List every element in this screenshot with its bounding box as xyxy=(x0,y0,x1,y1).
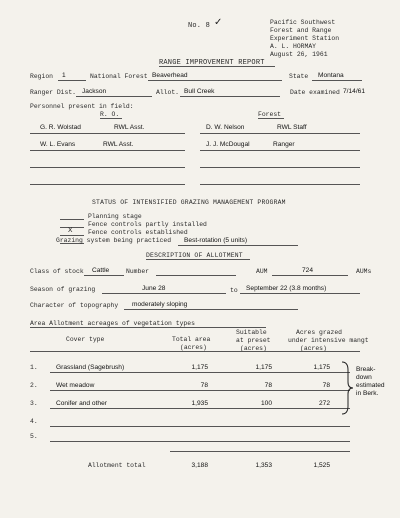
forest-underline xyxy=(148,80,282,81)
col-intensive: Acres grazed xyxy=(296,329,343,336)
ranger-district-label: Ranger Dist. xyxy=(30,89,77,96)
personnel-line-2a xyxy=(30,150,185,151)
personnel-line-4a xyxy=(30,184,185,185)
row-rule xyxy=(50,372,350,373)
personnel-line-2b xyxy=(200,150,360,151)
program-item-3: Fence controls established xyxy=(88,229,188,236)
row-number: 4. xyxy=(30,418,38,425)
program-item-1: Planning stage xyxy=(88,213,142,220)
col-suitable-sub: at preset xyxy=(236,337,271,344)
row-cover-type: Conifer and other xyxy=(56,400,107,407)
ro-person-2-name: W. L. Evans xyxy=(40,141,76,148)
row-number: 2. xyxy=(30,382,38,389)
description-underline xyxy=(146,259,250,260)
forest-header: Forest xyxy=(258,111,282,118)
col-total-area: Total area xyxy=(172,336,211,343)
station-line-4: A. L. HORMAY xyxy=(270,43,317,50)
number-underline xyxy=(156,275,236,276)
report-number: No. 8 xyxy=(188,22,211,30)
topography-underline xyxy=(124,309,298,310)
season-from: June 28 xyxy=(142,285,166,292)
row-intensive: 1,175 xyxy=(313,364,330,371)
row-number: 5. xyxy=(30,433,38,440)
state-value: Montana xyxy=(318,72,344,79)
personnel-line-3a xyxy=(30,167,185,168)
region-underline xyxy=(58,80,86,81)
season-to-underline xyxy=(240,293,360,294)
aums-label: AUMs xyxy=(356,268,372,275)
row-intensive: 272 xyxy=(318,400,330,407)
personnel-label: Personnel present in field: xyxy=(30,103,134,110)
row-intensive: 78 xyxy=(322,382,330,389)
forest-person-2-title: Ranger xyxy=(273,141,295,148)
program-blank-3 xyxy=(60,235,84,236)
checkmark-icon: ✓ xyxy=(214,17,223,28)
brace-icon xyxy=(340,360,354,416)
forest-person-1-title: RWL Staff xyxy=(277,124,307,131)
row-rule xyxy=(50,408,350,409)
row-rule xyxy=(50,441,350,442)
ro-person-1-title: RWL Asst. xyxy=(114,124,145,131)
program-practiced-value: Best-rotation (5 units) xyxy=(184,237,248,244)
state-label: State xyxy=(289,73,309,80)
number-label: Number xyxy=(126,268,150,275)
col-total-unit: (acres) xyxy=(180,344,207,351)
row-suitable: 1,175 xyxy=(255,364,272,371)
date-examined-value: 7/14/61 xyxy=(343,88,365,95)
row-total: 78 xyxy=(200,382,208,389)
report-title: RANGE IMPROVEMENT REPORT xyxy=(159,59,265,67)
forest-person-2-name: J. J. McDougal xyxy=(206,141,250,148)
station-line-3: Experiment Station xyxy=(270,35,340,42)
program-practiced-underline xyxy=(178,245,298,246)
state-underline xyxy=(312,80,362,81)
note-line-2: down xyxy=(356,374,372,381)
allotment-label: Allot. xyxy=(156,89,180,96)
row-rule xyxy=(50,390,350,391)
row-number: 1. xyxy=(30,364,38,371)
forest-header-underline xyxy=(258,118,284,119)
ro-person-1-name: G. R. Wolstad xyxy=(40,124,81,131)
personnel-line-4b xyxy=(200,184,360,185)
table-header-rule xyxy=(30,351,360,352)
ranger-district-value: Jackson xyxy=(82,88,107,95)
program-item-3-mark: X xyxy=(68,227,73,234)
row-total: 1,935 xyxy=(191,400,208,407)
season-to: September 22 (3.8 months) xyxy=(246,285,327,292)
program-item-4: Grazing system being practiced xyxy=(56,237,172,244)
row-cover-type: Wet meadow xyxy=(56,382,95,389)
col-intensive-sub: under intensive mangt xyxy=(288,337,369,344)
class-value: Cattle xyxy=(92,267,110,274)
col-suitable-unit: (acres) xyxy=(240,345,267,352)
personnel-line-1a xyxy=(30,133,185,134)
col-intensive-unit: (acres) xyxy=(300,345,327,352)
table-heading: Area Allotment acreages of vegetation types xyxy=(30,320,195,327)
title-underline xyxy=(159,66,275,67)
row-rule xyxy=(50,426,350,427)
ro-header-underline xyxy=(100,118,122,119)
season-from-underline xyxy=(102,293,226,294)
col-cover-type: Cover type xyxy=(66,336,105,343)
aum-label: AUM xyxy=(256,268,268,275)
season-label: Season of grazing xyxy=(30,286,96,293)
program-item-2: Fence controls partly installed xyxy=(88,221,207,228)
allotment-value: Bull Creek xyxy=(184,88,215,95)
class-label: Class of stock xyxy=(30,268,84,275)
totals-rule xyxy=(170,451,350,452)
forest-person-1-name: D. W. Nelson xyxy=(206,124,245,131)
aum-value: 724 xyxy=(302,267,314,274)
program-heading: STATUS OF INTENSIFIED GRAZING MANAGEMENT PROGRAM xyxy=(92,199,286,206)
region-value: 1 xyxy=(62,72,66,79)
station-line-5: August 26, 1961 xyxy=(270,51,328,58)
topography-label: Character of topography xyxy=(30,302,119,309)
table-heading-underline xyxy=(30,327,266,328)
date-examined-label: Date examined xyxy=(290,89,340,96)
col-suitable: Suitable xyxy=(236,329,267,336)
national-forest-label: National Forest xyxy=(90,73,148,80)
ro-header: R. O. xyxy=(100,111,120,118)
totals-label: Allotment total xyxy=(88,462,146,469)
topography-value: moderately sloping xyxy=(132,301,188,308)
personnel-line-3b xyxy=(200,167,360,168)
class-underline xyxy=(84,275,124,276)
row-cover-type: Grassland (Sagebrush) xyxy=(56,364,125,371)
note-line-4: in Berk. xyxy=(356,390,379,397)
aum-underline xyxy=(272,275,348,276)
total-area-sum: 3,188 xyxy=(191,462,208,469)
personnel-line-1b xyxy=(200,133,360,134)
ro-person-2-title: RWL Asst. xyxy=(103,141,134,148)
row-suitable: 78 xyxy=(264,382,272,389)
region-label: Region xyxy=(30,73,54,80)
national-forest-value: Beaverhead xyxy=(152,72,188,79)
program-blank-1 xyxy=(60,219,84,220)
station-line-1: Pacific Southwest xyxy=(270,19,336,26)
allotment-underline xyxy=(180,96,280,97)
description-heading: DESCRIPTION OF ALLOTMENT xyxy=(146,252,243,259)
suitable-sum: 1,353 xyxy=(255,462,272,469)
row-suitable: 100 xyxy=(260,400,272,407)
row-total: 1,175 xyxy=(191,364,208,371)
station-line-2: Forest and Range xyxy=(270,27,332,34)
row-number: 3. xyxy=(30,400,38,407)
season-to-label: to xyxy=(230,287,238,294)
intensive-sum: 1,525 xyxy=(313,462,330,469)
note-line-3: estimated xyxy=(356,382,385,389)
note-line-1: Break- xyxy=(356,366,376,373)
ranger-underline xyxy=(76,96,152,97)
